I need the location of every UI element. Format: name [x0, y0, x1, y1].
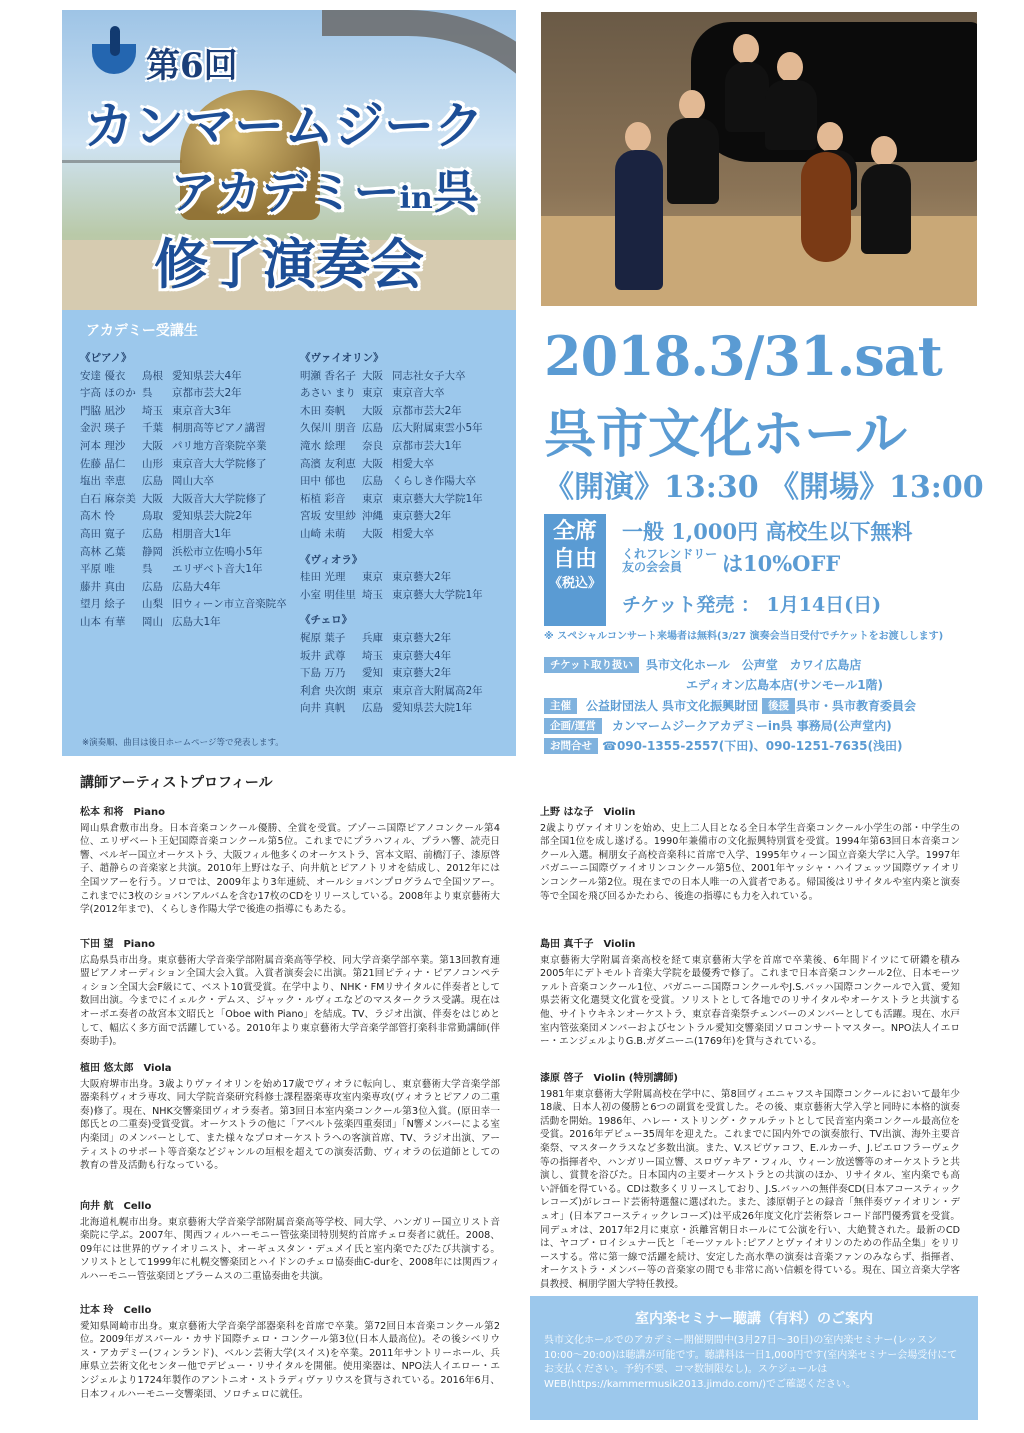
artist-bio: 北海道札幌市出身。東京藝術大学音楽学部附属音楽高等学校、同大学、ハンガリー国立リスト音楽院に学ぶ。2007年、関西フィルハーモニー管弦楽団特別契約首席チェロ奏者に就任。2008、09年には世界的ヴァイオリニスト、オーギュスタン・デュメイ氏と室内楽でたびたび共演する。ソリストとして1999年に札幌交響楽団とハイドンのチェロ協奏曲C-durを、2008年には関西フィルハーモニー管弦楽団とブラームスの二重協奏曲を共演。	[80, 1216, 500, 1282]
student-name: 滝水 絵理	[300, 439, 346, 452]
student-name: あさい まり	[300, 387, 356, 400]
title-line-1: カンマームジーク	[84, 96, 484, 155]
student-school: 相愛大卒	[392, 527, 434, 540]
student-name: 望月 絵子	[80, 598, 126, 611]
category-heading: 《ピアノ》	[80, 352, 132, 364]
artist-name: 植田 悠太郎 Viola	[80, 1063, 172, 1074]
planning-value: カンマームジークアカデミーin呉 事務局(公声堂内)	[612, 719, 892, 733]
student-school: 相朋音大1年	[172, 527, 232, 540]
student-school: 東京藝大2年	[392, 631, 452, 644]
student-school: 愛知県芸大院1年	[392, 702, 473, 715]
student-name: 明瀬 香名子	[300, 369, 356, 382]
student-row	[300, 403, 514, 421]
student-row	[300, 368, 514, 386]
student-pref: 東京	[362, 684, 383, 697]
student-row	[80, 403, 290, 421]
student-row	[300, 438, 514, 456]
artist-name: 上野 はな子 Violin	[540, 807, 636, 818]
artists-title: 講師アーティストプロフィール	[80, 775, 273, 791]
student-pref: 東京	[362, 387, 383, 400]
friendly-member: くれフレンドリー 友の会会員	[622, 547, 718, 574]
student-name: 佐藤 晶仁	[80, 457, 126, 470]
student-row	[80, 544, 290, 562]
student-pref: 広島	[362, 475, 383, 488]
student-name: 坂井 武尊	[300, 649, 346, 662]
edition-label: 第6回	[146, 46, 238, 86]
ticket-release: チケット発売 ： 1月14日(日)	[622, 594, 882, 616]
seminar-title: 室内楽セミナー聴講（有料）のご案内	[635, 1311, 873, 1327]
student-name: 門脇 凪沙	[80, 404, 126, 417]
category-heading: 《ヴィオラ》	[300, 553, 363, 566]
student-name: 田中 郁也	[300, 475, 346, 488]
student-row	[80, 579, 290, 597]
artist-bio: 2歳よりヴァイオリンを始め、史上二人目となる全日本学生音楽コンクール小学生の部・中学生の部全国1位を成し遂げる。1990年兼備市の文化振興特別賞を受賞。1994年第63回日本音楽コンクール入選。桐朋女子高校音楽科に首席で入学、1995年ウィーン国立音楽大学に入学。1997年パガニーニ国際ヴァイオリンコンクール第5位、2001年ヤッシャ・ハイフェッツ国際ヴァイオリンコンクール第2位。現在までの日本人唯一の入賞者である。帰国後はリサイタルや室内楽と演奏等で全国を飛び回るかたわら、後進の指導にも力を入れている。	[540, 822, 960, 902]
category-heading: 《ヴァイオリン》	[300, 352, 384, 364]
student-school: 東京藝大4年	[392, 649, 452, 662]
student-pref: 埼玉	[362, 588, 383, 601]
student-school: 東京藝大大学院1年	[392, 588, 483, 601]
student-school: 東京藝大2年	[392, 571, 452, 584]
student-pref: 大阪	[142, 492, 163, 505]
student-school: 京都市芸大2年	[392, 404, 462, 417]
student-school: 愛知県芸大4年	[172, 369, 242, 382]
student-pref: 東京	[362, 571, 383, 584]
student-name: 金沢 瑛子	[80, 422, 126, 435]
student-name: 梶原 葉子	[300, 631, 346, 644]
stage-floor	[541, 216, 977, 306]
student-row	[80, 456, 290, 474]
student-name: 塩出 幸恵	[80, 475, 126, 488]
student-school: 広島大1年	[172, 615, 221, 628]
student-pref: 大阪	[362, 457, 383, 470]
artist-bio: 東京藝術大学附属音楽高校を経て東京藝術大学を首席で卒業後、6年間ドイツにて研鑽を積み2005年にデトモルト音楽大学院を最優秀で修了。これまで日本音楽コンクール2位、日本モーツァルト音楽コンクール1位、パガニーニ国際コンクールやJ.S.バッハ国際コンクールで入賞、愛知県芸術文化選奨文化賞を受賞。ソリストとして各地でのリサイタルやオーケストラと共演する他、サイトウキネンオーケストラ、東京春音楽祭チェンバーのメンバーとしても活躍。現在、水戸室内管弦楽団メンバーおよびセントラル愛知交響楽団ソロコンサートマスター。NPO法人イエロー・エンジェルよりG.B.ガダニーニ(1769年)を貸与されている。	[540, 954, 960, 1048]
student-name: 小室 明佳里	[300, 588, 356, 601]
student-row	[80, 491, 290, 509]
artist-profile	[80, 1304, 500, 1401]
student-row	[300, 569, 514, 587]
student-pref: 山梨	[142, 598, 163, 611]
student-row	[80, 438, 290, 456]
student-pref: 広島	[362, 422, 383, 435]
student-school: 東京藝大2年	[392, 510, 452, 523]
student-row	[80, 526, 290, 544]
student-pref: 鳥根	[142, 369, 163, 382]
artist-bio: 1981年東京藝術大学附属高校在学中に、第8回ヴィエニャフスキ国際コンクールにおいて最年少18歳、日本人初の優勝と6つの副賞を受賞した。その後、東京藝術大学入学と同時に本格的演奏活動を開始。1986年、ハレー・ストリング・クァルテットとして民音室内楽コンクール最高位を受賞。2016年デビュー35周年を迎えた。これまでに国内外での演奏旅行、TV出演、海外主要音楽祭、マスタークラスなど多数出演。また、V.スピヴァコフ、E.ルカーチ、J.ピエロフラーヴェク等の指揮者や、ハンガリー国立響、スロヴァキア・フィル、ウィーン放送響等のオーケストラと共演し、賞賛を浴びた。日本国内の主要オーケストラとの共演のほか、リサイタル、室内楽でも高い評価を得ている。CDは数多くリリースしており、J.S.バッハの無伴奏CD(日本アコースティックレコーズ)がレコード芸術特選盤に選ばれた。また、漆原朝子との録音「無伴奏ヴァイオリン・デュオ」(日本アコースティックレコーズ)は平成26年度文化庁芸術祭レコード部門優秀賞を受賞。同デュオは、2017年2月に東京・浜離宮朝日ホールにて公演を行い、大絶賛された。最新のCDは、ヤコブ・ロイシュナー氏と「モーツァルト:ピアノとヴァイオリンのための作品全集」をリリースする。常に第一線で活躍を続け、安定した高水準の演奏は音楽ファンのみならず、指揮者、オーケストラ・メンバー等の音楽家の間でも非常に高い信頼を得ている。現在、国立音楽大学客員教授、桐朋学園大学特任教授。	[540, 1088, 960, 1290]
artist-name: 辻本 玲 Cello	[80, 1305, 152, 1316]
students-column-right	[300, 350, 514, 718]
artist-bio: 広島県呉市出身。東京藝術大学音楽学部附属音楽高等学校、同大学音楽学部卒業。第13回教育連盟ピアノオーディション全国大会入賞。入賞者演奏会に出演。第21回ピティナ・ピアノコンペティション全国大会F級にて、ベスト10賞受賞。在学中より、NHK・FMリサイタルに伴奏者として数回出演。今までにイェルク・デムス、ジャック・ルヴィエなどのマスタークラス受講。現在はオーボエ奏者の故宮本文昭氏と「Oboe with Piano」を結成。TV、ラジオ出演、伴奏をはじめとして、幅広く多方面で活躍している。2010年より東京藝術大学音楽学部管打楽科非常勤講師(伴奏助手)。	[80, 954, 500, 1048]
category-heading: 《チェロ》	[300, 614, 353, 627]
student-row	[80, 473, 290, 491]
artist-bio: 愛知県岡崎市出身。東京藝術大学音楽学部器楽科を首席で卒業。第72回日本音楽コンクール第2位。2009年ガスパール・カサド国際チェロ・コンクール第3位(日本人最高位)。その後シベリウス・アカデミー(フィンランド)、ベルン芸術大学(スイス)を卒業。2011年サントリーホール、兵庫県立芸術文化センター他でデビュー・リサイタルを開催。使用楽器は、NPO法人イエロー・エンジェルより1724年製作のアントニオ・ストラディヴァリウスを貸与されている。2016年6月、日本フィルハーモニー交響楽団、ソロチェロに就任。	[80, 1320, 500, 1400]
event-venue: 呉市文化ホール	[544, 404, 907, 465]
artist-profile	[540, 938, 960, 1049]
special-note: ※ スペシャルコンサート来場者は無料(3/27 演奏会当日受付でチケットをお渡しします)	[544, 631, 944, 642]
student-school: 桐朋高等ピアノ講習	[172, 422, 266, 435]
student-school: 旧ウィーン市立音楽院卒	[172, 598, 287, 611]
student-row	[300, 508, 514, 526]
student-name: 向井 真帆	[300, 702, 346, 715]
student-row	[300, 526, 514, 544]
student-row	[80, 561, 290, 579]
artist-bio: 岡山県倉敷市出身。日本音楽コンクール優勝、全賞を受賞。ブゾーニ国際ピアノコンクール第4位、エリザベート王妃国際音楽コンクール第5位。これまでにプラハフィル、プラハ響、読売日響、ベルギー国立オーケストラ、大阪フィル他多くのオーケストラ、宮本文昭、前橋汀子、漆原啓子、趙静らの音楽家と共演。2010年上野はな子、向井航とピアノトリオを結成し、2012年には全国ツアーを行う。ソロでは、2009年より3年連続、オールショパンプログラムで全国ツアー。これまでに3枚のショパンアルバムを含む17枚のCDをリリースしている。2008年より東京藝術大学(2012年まで)、くらしき作陽大学で後進の指導にもあたる。	[80, 822, 500, 916]
student-name: 高濱 友利恵	[300, 457, 356, 470]
student-school: 東京音大附属高2年	[392, 684, 483, 697]
student-pref: 岡山	[142, 615, 163, 628]
artist-profile	[540, 1072, 960, 1292]
student-name: 桂田 光理	[300, 571, 346, 584]
student-name: 白石 麻奈美	[80, 492, 136, 505]
artist-profile	[80, 1200, 500, 1284]
student-row	[300, 456, 514, 474]
student-pref: 山形	[142, 457, 163, 470]
student-name: 宇高 ほのか	[80, 387, 136, 400]
student-pref: 埼玉	[142, 404, 163, 417]
students-note: ※演奏順、曲目は後日ホームページ等で発表します。	[82, 738, 284, 748]
artist-name: 向井 航 Cello	[80, 1201, 152, 1212]
student-pref: 大阪	[142, 439, 163, 452]
contact-label: お問合せ	[544, 738, 598, 754]
student-name: 高田 寛子	[80, 527, 126, 540]
seminar-box	[530, 1296, 978, 1420]
event-time: 《開演》13:30 《開場》13:00	[544, 470, 984, 505]
student-pref: 千葉	[142, 422, 163, 435]
host-value: 公益財団法人 呉市文化振興財団	[586, 699, 759, 713]
student-pref: 兵庫	[362, 631, 383, 644]
host-label: 主催	[544, 698, 577, 714]
student-school: 大阪音大大学院修了	[172, 492, 267, 505]
student-row	[300, 473, 514, 491]
student-pref: 沖縄	[362, 510, 383, 523]
student-school: 浜松市立佐鳴小5年	[172, 545, 263, 558]
student-name: 久保川 朋音	[300, 422, 356, 435]
student-row	[300, 385, 514, 403]
student-row	[300, 491, 514, 509]
seating-badge: 全席 自由 《税込》	[544, 514, 606, 626]
student-row	[300, 700, 514, 718]
student-row	[300, 648, 514, 666]
artist-name: 島田 真千子 Violin	[540, 939, 636, 950]
seminar-body: 呉市文化ホールでのアカデミー開催期間中(3月27日〜30日)の室内楽セミナー(レッスン10:00〜20:00)は聴講が可能です。聴講料は一日1,000円です(室内楽セミナー会場受付にてお支払ください。予約不要、コマ数制限なし)。スケジュールはWEB(https://kammermusik2013.jimdo.com/)でご確認ください。	[544, 1335, 958, 1390]
student-name: 木田 奏帆	[300, 404, 346, 417]
artist-profile	[540, 806, 960, 903]
student-name: 山崎 未萌	[300, 527, 346, 540]
student-school: パリ地方音楽院卒業	[172, 439, 267, 452]
support-value: 呉市・呉市教育委員会	[796, 699, 917, 713]
student-row	[80, 596, 290, 614]
student-pref: 広島	[142, 580, 163, 593]
student-name: 安達 優衣	[80, 369, 126, 382]
artist-profile	[80, 806, 500, 917]
student-row	[300, 420, 514, 438]
harbor-cranes	[62, 160, 182, 223]
student-row	[80, 614, 290, 632]
student-row	[300, 665, 514, 683]
cello	[801, 152, 851, 262]
student-pref: 広島	[142, 527, 163, 540]
student-school: 広大附属東雲小5年	[392, 422, 483, 435]
students-title: アカデミー受講生	[86, 323, 198, 339]
student-name: 平原 唯	[80, 563, 115, 576]
discount: は10%OFF	[722, 551, 841, 576]
event-date: 2018.3/31.sat	[544, 324, 942, 388]
student-school: 東京音大大学院修了	[172, 457, 267, 470]
student-name: 河本 理沙	[80, 439, 126, 452]
student-school: 愛知県芸大院2年	[172, 510, 253, 523]
student-name: 柘植 彩音	[300, 492, 346, 505]
student-row	[300, 683, 514, 701]
student-school: 岡山大卒	[172, 475, 214, 488]
student-name: 宮坂 安里紗	[300, 510, 356, 523]
quintet-photo	[541, 12, 977, 306]
tickets-value-1: 呉市文化ホール 公声堂 カワイ広島店	[646, 658, 862, 672]
student-row	[300, 587, 514, 605]
student-pref: 埼玉	[362, 649, 383, 662]
tickets-label: チケット取り扱い	[544, 657, 639, 673]
title-line-2: アカデミーin呉	[170, 165, 479, 219]
students-column-left	[80, 350, 290, 632]
student-school: 同志社女子大卒	[392, 369, 466, 382]
student-school: 相愛大卒	[392, 457, 434, 470]
student-school: エリザベト音大1年	[172, 563, 263, 576]
artist-bio: 大阪府堺市出身。3歳よりヴァイオリンを始め17歳でヴィオラに転向し、東京藝術大学音楽学部器楽科ヴィオラ専攻、同大学院音楽研究科修士課程器楽専攻室内楽専攻(ヴィオラとピアノの二重奏)修了。現在、NHK交響楽団ヴィオラ奏者。第3回日本室内楽コンクール第3位入賞。(原田幸一郎氏との二重奏)受賞受賞。オーケストラの他に「アベルト弦楽四重奏団」「N響メンバーによる室内楽団」のメンバーとして、また様々なプロオーケストラへの客演首席、TV、ラジオ出演、アーティストのサポート等音楽などジャンルの垣根を超えての演奏活動、ヴィオラの伝道師としての教育の普及活動も行なっている。	[80, 1078, 500, 1172]
artist-profile	[80, 1062, 500, 1173]
student-school: 東京音大3年	[172, 404, 232, 417]
student-school: 京都市芸大2年	[172, 387, 242, 400]
student-pref: 大阪	[362, 527, 383, 540]
artist-name: 下田 望 Piano	[80, 939, 155, 950]
student-pref: 東京	[362, 492, 383, 505]
student-pref: 鳥取	[142, 510, 163, 523]
student-school: 東京藝大大学院1年	[392, 492, 483, 505]
student-school: 東京藝大2年	[392, 667, 452, 680]
student-pref: 呉	[142, 387, 153, 400]
student-name: 下島 万乃	[300, 667, 346, 680]
student-school: 東京音大卒	[392, 387, 445, 400]
tickets-value-2: エディオン広島本店(サンモール1階)	[686, 678, 884, 692]
student-row	[80, 385, 290, 403]
student-pref: 奈良	[362, 439, 383, 452]
student-pref: 大阪	[362, 404, 383, 417]
student-school: くらしき作陽大卒	[392, 475, 476, 488]
title-line-3: 修了演奏会	[154, 232, 424, 296]
student-school: 広島大4年	[172, 580, 221, 593]
student-name: 利倉 央次朗	[300, 684, 356, 697]
student-name: 高林 乙葉	[80, 545, 126, 558]
contact-value: ☎090-1355-2557(下田)、090-1251-7635(浅田)	[602, 739, 903, 753]
planning-label: 企画/運営	[544, 718, 602, 734]
student-pref: 愛知	[362, 667, 383, 680]
student-pref: 広島	[362, 702, 383, 715]
student-school: 京都市芸大1年	[392, 439, 462, 452]
student-pref: 静岡	[142, 545, 163, 558]
student-name: 高木 怜	[80, 510, 115, 523]
student-pref: 呉	[142, 563, 153, 576]
artist-name: 漆原 啓子 Violin (特別講師)	[540, 1073, 678, 1084]
student-row	[80, 368, 290, 386]
artist-profile	[80, 938, 500, 1049]
academy-logo-icon	[92, 26, 138, 76]
price-general: 一般 1,000円 高校生以下無料	[622, 519, 913, 544]
support-label: 後援	[762, 698, 795, 714]
student-row	[300, 630, 514, 648]
artist-name: 松本 和将 Piano	[80, 807, 165, 818]
student-name: 藤井 真由	[80, 580, 126, 593]
student-row	[80, 508, 290, 526]
students-panel	[62, 310, 516, 756]
student-name: 山本 有華	[80, 615, 126, 628]
student-pref: 大阪	[362, 369, 383, 382]
student-pref: 広島	[142, 475, 163, 488]
student-row	[80, 420, 290, 438]
